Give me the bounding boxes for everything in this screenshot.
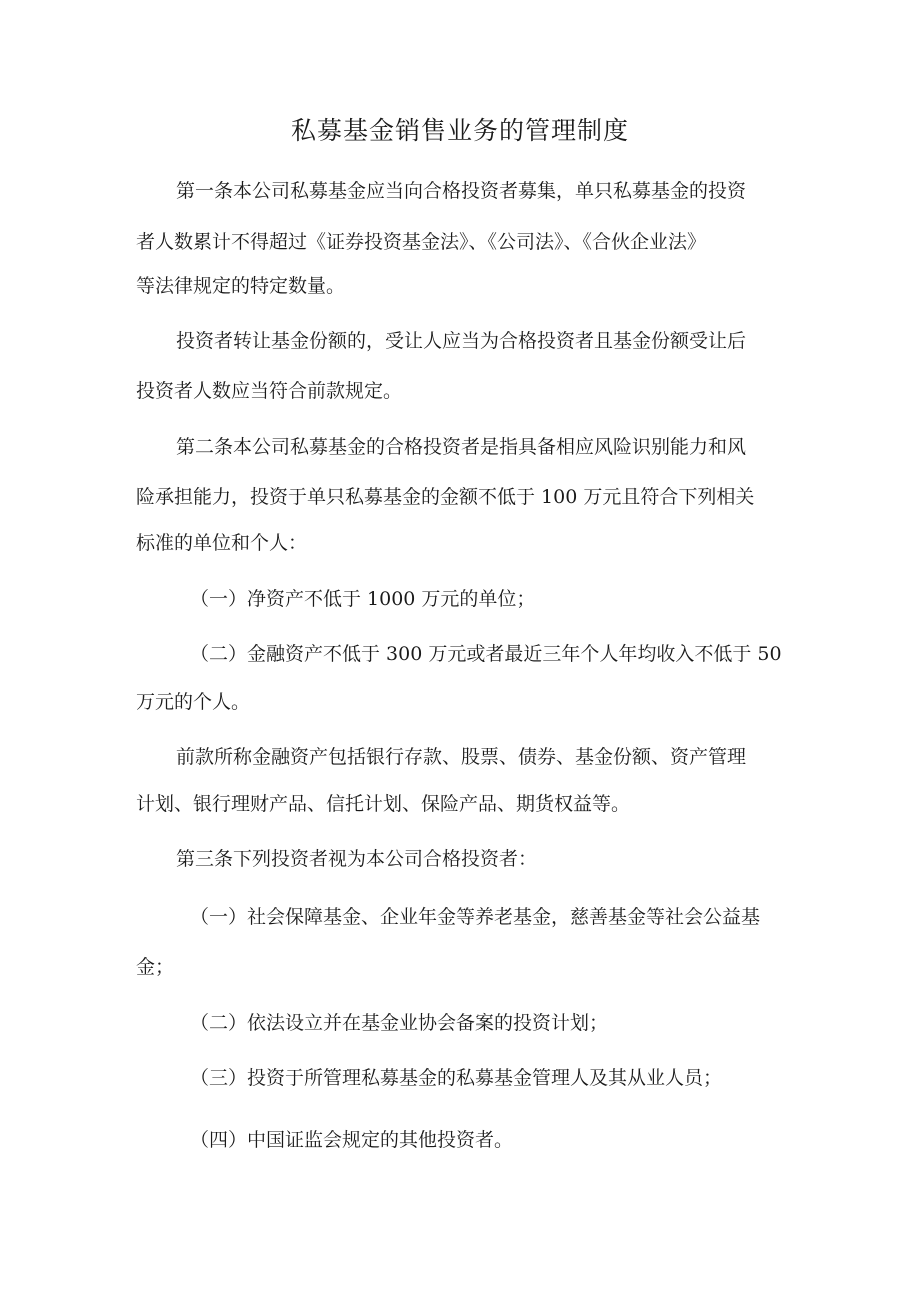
article-3-item-4: （四）中国证监会规定的其他投资者。 [190, 1129, 514, 1151]
article-3-item-2: （二）依法设立并在基金业协会备案的投资计划； [190, 1012, 609, 1034]
article-3-heading: 第三条下列投资者视为本公司合格投资者： [176, 848, 538, 870]
document-title: 私募基金销售业务的管理制度 [290, 116, 629, 145]
article-2-item-2-line-2: 万元的个人。 [136, 691, 251, 713]
article-1-line-2: 者人数累计不得超过《证券投资基金法》、《公司法》、《合伙企业法》 [136, 231, 707, 253]
article-1-line-1: 第一条本公司私募基金应当向合格投资者募集，单只私募基金的投资 [176, 180, 747, 202]
article-3-item-1-line-2: 金； [136, 956, 175, 978]
article-2-item-1: （一）净资产不低于 1000 万元的单位； [190, 588, 536, 610]
financial-assets-line-2: 计划、银行理财产品、信托计划、保险产品、期货权益等。 [136, 793, 631, 815]
article-2-line-1: 第二条本公司私募基金的合格投资者是指具备相应风险识别能力和风 [176, 436, 747, 458]
transfer-paragraph-line-1: 投资者转让基金份额的，受让人应当为合格投资者且基金份额受让后 [176, 330, 747, 352]
financial-assets-line-1: 前款所称金融资产包括银行存款、股票、债券、基金份额、资产管理 [176, 746, 747, 768]
article-2-line-3: 标准的单位和个人： [136, 532, 308, 554]
article-2-line-2: 险承担能力，投资于单只私募基金的金额不低于 100 万元且符合下列相关 [136, 486, 755, 508]
transfer-paragraph-line-2: 投资者人数应当符合前款规定。 [136, 380, 403, 402]
article-1-line-3: 等法律规定的特定数量。 [136, 275, 346, 297]
article-3-item-3: （三）投资于所管理私募基金的私募基金管理人及其从业人员； [190, 1067, 723, 1089]
article-2-item-2-line-1: （二）金融资产不低于 300 万元或者最近三年个人年均收入不低于 50 [190, 643, 782, 665]
article-3-item-1-line-1: （一）社会保障基金、企业年金等养老基金，慈善基金等社会公益基 [190, 906, 761, 928]
